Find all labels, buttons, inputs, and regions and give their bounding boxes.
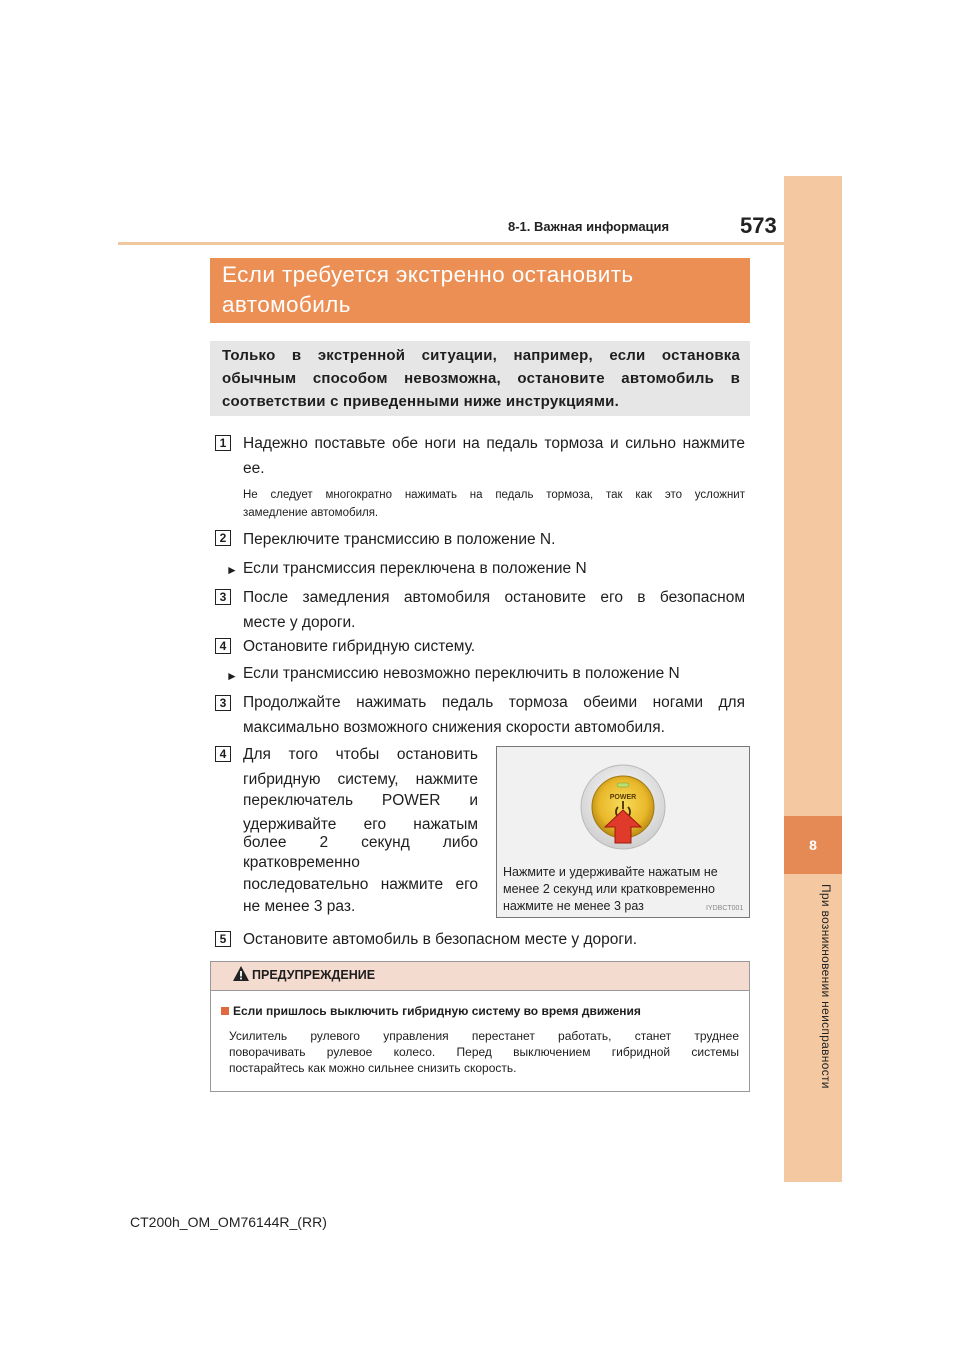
step-text: кратковременно (243, 854, 360, 871)
step-text: удерживайте его нажатым (243, 816, 478, 833)
step-number: 3 (215, 589, 231, 605)
step-text: Остановите автомобиль в безопасном месте у дороги. (243, 931, 638, 948)
intro-line: Только в экстренной ситуации, например, если остановка (222, 347, 740, 364)
step-note: Не следует многократно нажимать на педаль тормоза, так как это усложнит (243, 489, 745, 501)
document-id: CT200h_OM_OM76144R_(RR) (130, 1214, 327, 1230)
title-line: автомобиль (222, 292, 351, 317)
step-number: 3 (215, 695, 231, 711)
warning-text: поворачивать рулевое колесо. Перед выключением гибридной системы (229, 1045, 739, 1059)
arrow-bullet-icon: ► (226, 669, 238, 683)
power-button-label: POWER (609, 794, 637, 801)
step-text: максимально возможного снижения скорости автомобиля. (243, 719, 665, 736)
header-divider (118, 242, 842, 245)
page-title (222, 260, 742, 320)
caption-line: менее 2 секунд или кратковременно (503, 882, 715, 896)
step-text: переключатель POWER и (243, 792, 478, 809)
step-text: не менее 3 раз. (243, 898, 356, 915)
step-text: Остановите гибридную систему. (243, 638, 476, 655)
step-number: 2 (215, 530, 231, 546)
step-text: Продолжайте нажимать педаль тормоза обеими ногами для (243, 694, 745, 711)
step-number: 5 (215, 931, 231, 947)
step-note: замедление автомобиля. (243, 507, 379, 519)
caption-line: Нажмите и удерживайте нажатым не (503, 865, 718, 879)
intro-line: обычным способом невозможна, остановите автомобиль в (222, 370, 740, 387)
step-number: 4 (215, 638, 231, 654)
step-text: гибридную систему, нажмите (243, 771, 478, 788)
page-number: 573 (740, 213, 777, 238)
step-text: последовательно нажмите его (243, 876, 478, 893)
step-number: 1 (215, 435, 231, 451)
section-header: 8-1. Важная информация (508, 219, 670, 234)
warning-text: Усилитель рулевого управления перестанет работать, станет труднее (229, 1029, 739, 1043)
condition-heading: Если трансмиссию невозможно переключить в положение N (243, 665, 680, 682)
step-text: Надежно поставьте обе ноги на педаль тормоза и сильно нажмите (243, 435, 745, 452)
step-text: ее. (243, 460, 265, 477)
intro-line: соответствии с приведенными ниже инструкциями. (222, 393, 619, 410)
title-line: Если требуется экстренно остановить (222, 262, 634, 287)
square-bullet-icon (221, 1007, 229, 1015)
step-text: более 2 секунд либо (243, 834, 478, 851)
step-text: Переключите трансмиссию в положение N. (243, 531, 556, 548)
warning-subtitle: Если пришлось выключить гибридную систему во время движения (233, 1004, 641, 1018)
chapter-number-tab: 8 (784, 816, 842, 874)
step-text: месте у дороги. (243, 614, 356, 631)
warning-title: ПРЕДУПРЕЖДЕНИЕ (252, 968, 376, 982)
caption-line: нажмите не менее 3 раз (503, 899, 644, 913)
arrow-bullet-icon: ► (226, 563, 238, 577)
step-text: Для того чтобы остановить (243, 746, 478, 763)
step-text: После замедления автомобиля остановите его в безопасном (243, 589, 745, 606)
warning-triangle-icon (232, 965, 250, 982)
warning-text: постарайтесь как можно сильнее снизить скорость. (229, 1061, 517, 1075)
illustration-code: IYDBCT001 (706, 905, 744, 912)
condition-heading: Если трансмиссия переключена в положение N (243, 560, 587, 577)
step-number: 4 (215, 746, 231, 762)
chapter-title-vertical: При возникновении неисправности (819, 884, 833, 1089)
